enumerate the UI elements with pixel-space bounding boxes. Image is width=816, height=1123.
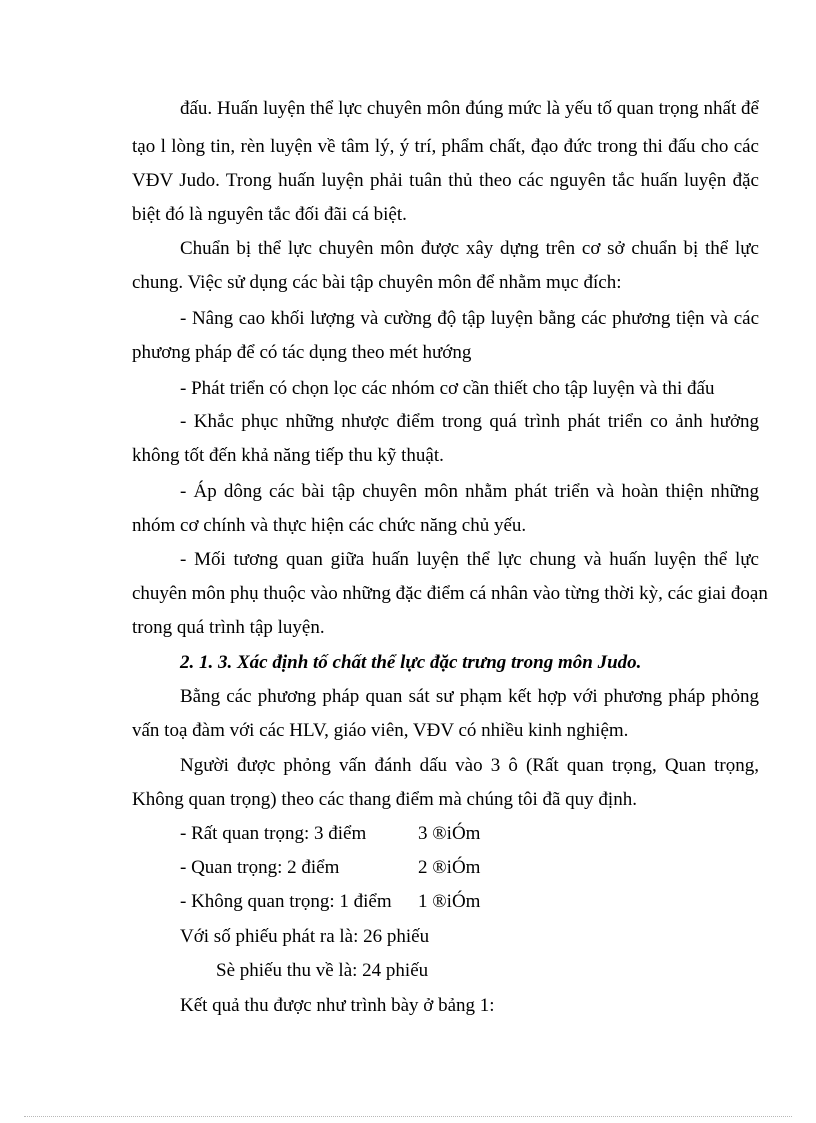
paragraph-line: biệt đó là nguyên tắc đối đãi cá biệt. xyxy=(132,204,407,225)
footer-divider xyxy=(24,1116,792,1117)
bullet-line: chuyên môn phụ thuộc vào những đặc điểm cá nhân vào từng thời kỳ, các giai đoạn xyxy=(132,583,768,604)
paragraph-line: vấn toạ đàm với các HLV, giáo viên, VĐV có nhiều kinh nghiệm. xyxy=(132,720,629,741)
bullet-line: - Phát triển có chọn lọc các nhóm cơ cần thiết cho tập luyện và thi đấu xyxy=(180,378,715,399)
score-code: 3 ®iÓm xyxy=(418,823,481,844)
paragraph-line: Người được phỏng vấn đánh dấu vào 3 ô (Rất quan trọng, Quan trọng, xyxy=(180,755,759,776)
bullet-line: - Nâng cao khối lượng và cường độ tập luyện bằng các phương tiện và các xyxy=(180,308,759,329)
paragraph-line: Với số phiếu phát ra là: 26 phiếu xyxy=(180,926,430,947)
paragraph-line: Không quan trọng) theo các thang điểm mà chúng tôi đã quy định. xyxy=(132,789,637,810)
score-code: 1 ®iÓm xyxy=(418,891,481,912)
paragraph-line: chung. Việc sử dụng các bài tập chuyên môn để nhằm mục đích: xyxy=(132,272,622,293)
bullet-line: trong quá trình tập luyện. xyxy=(132,617,325,638)
bullet-line: - Mối tương quan giữa huấn luyện thể lực chung và huấn luyện thể lực xyxy=(180,549,759,570)
bullet-line: - Khắc phục những nhược điểm trong quá trình phát triển co ảnh hưởng xyxy=(180,411,759,432)
paragraph-line: VĐV Judo. Trong huấn luyện phải tuân thủ theo các nguyên tắc huấn luyện đặc xyxy=(132,170,759,191)
paragraph-line: đấu. Huấn luyện thể lực chuyên môn đúng mức là yếu tố quan trọng nhất để xyxy=(180,98,759,119)
section-heading: 2. 1. 3. Xác định tố chất thể lực đặc trưng trong môn Judo. xyxy=(180,652,642,673)
bullet-line: không tốt đến khả năng tiếp thu kỹ thuật. xyxy=(132,445,444,466)
score-label: - Không quan trọng: 1 điểm xyxy=(180,891,392,912)
paragraph-line: Chuẩn bị thể lực chuyên môn được xây dựng trên cơ sở chuẩn bị thể lực xyxy=(180,238,759,259)
paragraph-line: Kết quả thu được như trình bày ở bảng 1: xyxy=(180,995,495,1016)
bullet-line: nhóm cơ chính và thực hiện các chức năng chủ yếu. xyxy=(132,515,527,536)
score-label: - Quan trọng: 2 điểm xyxy=(180,857,340,878)
score-label: - Rất quan trọng: 3 điểm xyxy=(180,823,367,844)
paragraph-line: Bằng các phương pháp quan sát sư phạm kết hợp với phương pháp phỏng xyxy=(180,686,759,707)
bullet-line: phương pháp để có tác dụng theo mét hướng xyxy=(132,342,472,363)
bullet-line: - Áp dông các bài tập chuyên môn nhằm phát triển và hoàn thiện những xyxy=(180,481,759,502)
score-code: 2 ®iÓm xyxy=(418,857,481,878)
paragraph-line: Sè phiếu thu về là: 24 phiếu xyxy=(216,960,429,981)
paragraph-line: tạo l lòng tin, rèn luyện về tâm lý, ý trí, phẩm chất, đạo đức trong thi đấu cho các xyxy=(132,136,759,157)
